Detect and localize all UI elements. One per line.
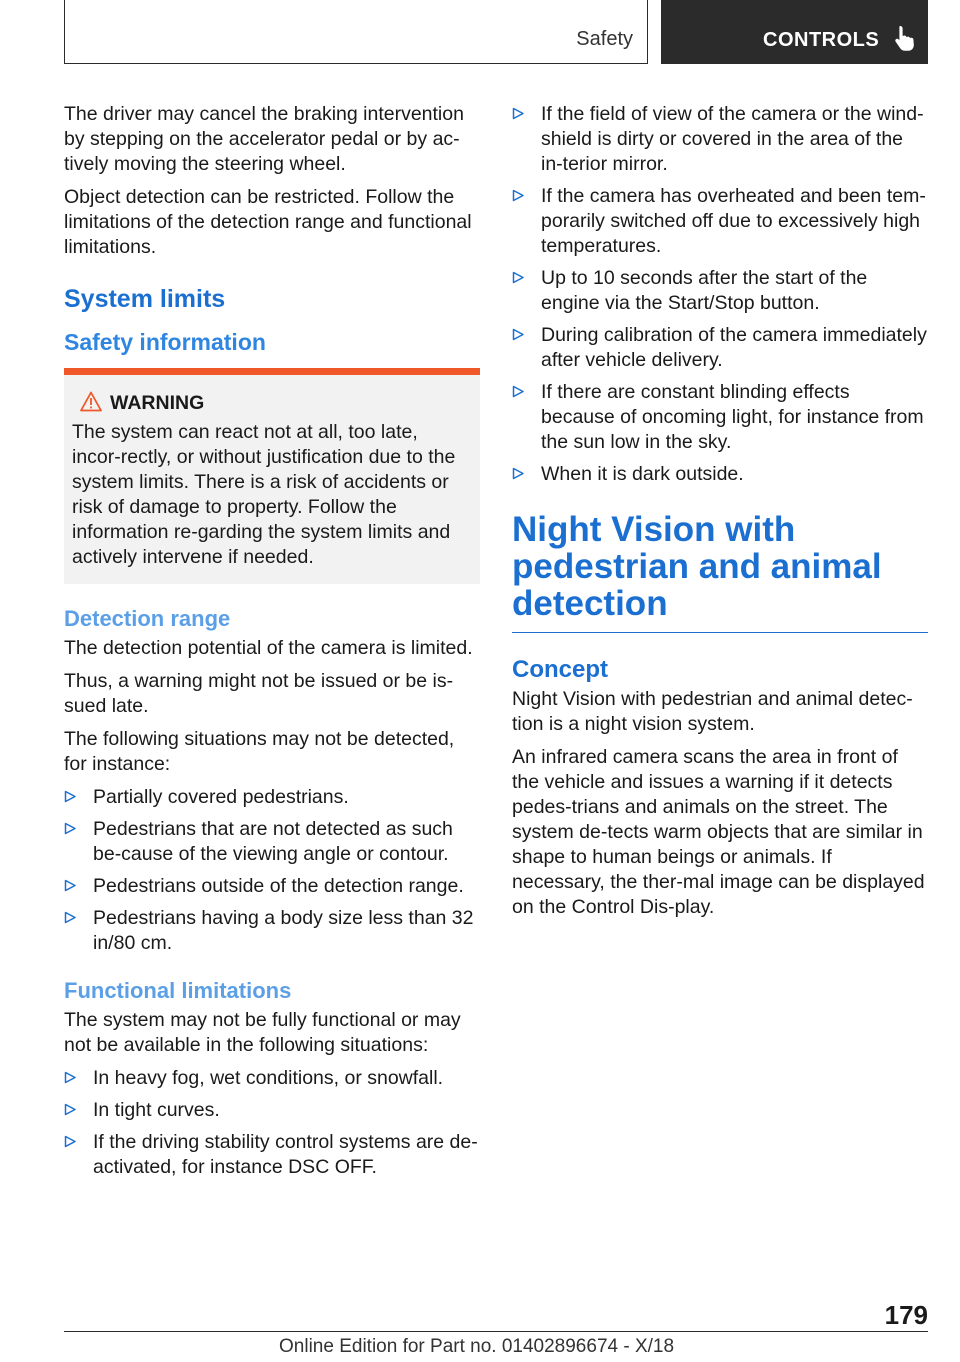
list-item <box>64 817 480 867</box>
footer-edition: Online Edition for Part no. 01402896674 - X/18 <box>279 1336 675 1357</box>
list-item <box>512 102 928 177</box>
list-item-text: During calibration of the camera immediately after vehicle delivery. <box>541 324 927 371</box>
header-section-box <box>64 0 648 64</box>
bullet-triangle-icon <box>512 385 524 398</box>
warning-title-row <box>72 391 470 415</box>
list-item-text: If the driving stability control systems are de‐activated, for instance DSC OFF. <box>93 1131 478 1178</box>
bullet-triangle-icon <box>64 911 76 924</box>
detection-range-paragraph-3: The following situations may not be detected, for instance: <box>64 728 455 775</box>
list-item <box>512 462 928 487</box>
list-item <box>64 874 480 899</box>
bullet-triangle-icon <box>64 879 76 892</box>
header-section-title: Safety <box>576 28 633 50</box>
warning-box <box>64 368 480 584</box>
list-item-text: Partially covered pedestrians. <box>93 786 349 808</box>
list-item <box>512 184 928 259</box>
bullet-triangle-icon <box>512 189 524 202</box>
list-item <box>512 266 928 316</box>
header-chapter-box <box>661 0 928 64</box>
detection-range-paragraph-1: The detection potential of the camera is limited. <box>64 637 473 659</box>
bullet-triangle-icon <box>512 271 524 284</box>
bullet-triangle-icon <box>512 107 524 120</box>
heading-concept: Concept <box>512 656 608 683</box>
header-chapter-title: CONTROLS <box>763 29 880 51</box>
list-item <box>64 1130 480 1180</box>
list-item-text: Pedestrians outside of the detection range. <box>93 875 464 897</box>
warning-triangle-icon <box>80 391 102 412</box>
bullet-triangle-icon <box>64 822 76 835</box>
heading-functional-limitations: Functional limitations <box>64 978 292 1003</box>
warning-title: WARNING <box>110 392 205 414</box>
hand-pointer-icon <box>894 24 918 52</box>
list-item-text: If the camera has overheated and been tem‐porarily switched off due to excessively high temperatures. <box>541 185 926 257</box>
page-number: 179 <box>884 1300 928 1330</box>
bullet-triangle-icon <box>512 328 524 341</box>
detection-range-list <box>64 785 480 956</box>
list-item <box>64 1098 480 1123</box>
list-item-text: When it is dark outside. <box>541 463 744 485</box>
heading-detection-range: Detection range <box>64 606 231 631</box>
list-item <box>64 906 480 956</box>
bullet-triangle-icon <box>512 467 524 480</box>
functional-limitations-list-continued <box>512 102 928 487</box>
bullet-triangle-icon <box>64 790 76 803</box>
list-item <box>64 1066 480 1091</box>
footer-divider <box>64 1331 928 1332</box>
functional-limitations-paragraph: The system may not be fully functional or may not be available in the following situations: <box>64 1009 461 1056</box>
detection-range-paragraph-2: Thus, a warning might not be issued or be is‐sued late. <box>64 670 454 717</box>
bullet-triangle-icon <box>64 1071 76 1084</box>
list-item-text: Pedestrians having a body size less than 32 in/80 cm. <box>93 907 474 954</box>
left-column <box>64 102 480 1188</box>
list-item-text: Up to 10 seconds after the start of the engine via the Start/Stop button. <box>541 267 868 314</box>
list-item <box>64 785 480 810</box>
list-item <box>512 323 928 373</box>
list-item-text: If there are constant blinding effects because of oncoming light, for instance from the sun low in the sky. <box>541 381 924 453</box>
heading-night-vision: Night Vision with pedestrian and animal detection <box>512 511 928 633</box>
right-column <box>512 102 928 928</box>
warning-text: The system can react not at all, too late, incor‐rectly, or without justification due to the system limits. There is a risk of accidents or risk of damage to property. Follow the information re‐garding the system limits and actively intervene if needed. <box>72 421 456 568</box>
intro-paragraph-1: The driver may cancel the braking intervention by stepping on the accelerator pedal or by ac‐tively moving the steering wheel. <box>64 103 464 175</box>
list-item-text: In tight curves. <box>93 1099 220 1121</box>
concept-paragraph-1: Night Vision with pedestrian and animal detec‐tion is a night vision system. <box>512 688 913 735</box>
heading-system-limits: System limits <box>64 285 226 313</box>
bullet-triangle-icon <box>64 1135 76 1148</box>
intro-paragraph-2: Object detection can be restricted. Follow the limitations of the detection range and functional limitations. <box>64 186 472 258</box>
list-item-text: If the field of view of the camera or the wind‐shield is dirty or covered in the area of the in‐terior mirror. <box>541 103 924 175</box>
list-item-text: Pedestrians that are not detected as such be‐cause of the viewing angle or contour. <box>93 818 453 865</box>
list-item <box>512 380 928 455</box>
heading-safety-information: Safety information <box>64 329 266 355</box>
bullet-triangle-icon <box>64 1103 76 1116</box>
functional-limitations-list <box>64 1066 480 1180</box>
list-item-text: In heavy fog, wet conditions, or snowfall. <box>93 1067 444 1089</box>
concept-paragraph-2: An infrared camera scans the area in front of the vehicle and issues a warning if it detects pedes‐trians and animals on the street. The system de‐tects warm objects that are similar in shape to human beings or animals. If necessary, the ther‐mal image can be displayed on the Control Dis‐play. <box>512 746 925 918</box>
